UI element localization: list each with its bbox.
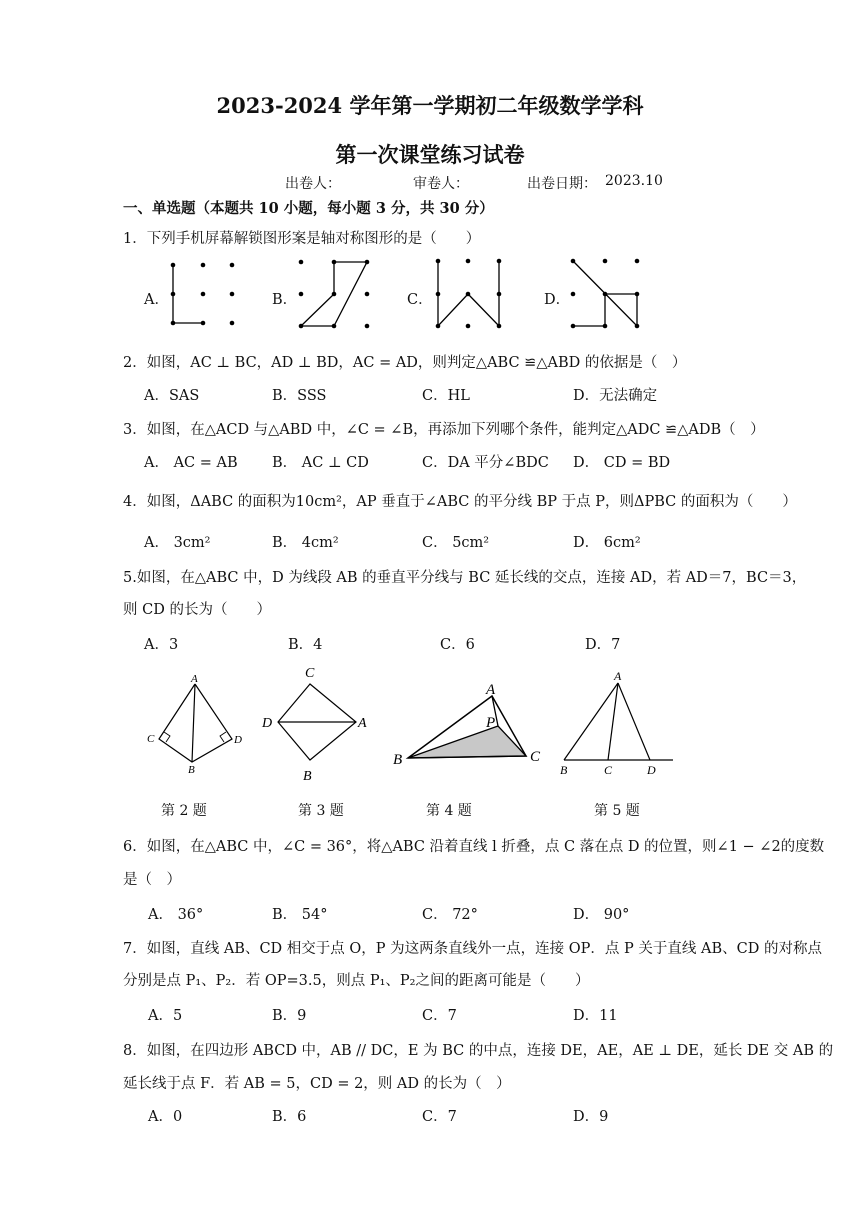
figure-q4 [388,680,553,770]
q5-option-a: A．3 [144,637,179,653]
q5-option-d: D．7 [585,637,621,653]
q7-option-d: D．11 [573,1008,618,1024]
q3-option-d: D． CD = BD [573,455,671,471]
title-line-2: 第一次课堂练习试卷 [335,142,525,167]
question-8-stem-line-1: 8．如图，在四边形 ABCD 中，AB // DC，E 为 BC 的中点，连接 DE，AE，AE ⊥ DE，延长 DE 交 AB 的 [123,1043,834,1059]
figure-q5 [556,668,681,778]
date-value: 2023.10 [605,173,663,189]
fig5-label-a: A [614,669,622,683]
title-line-1: 2023-2024 学年第一学期初二年级数学学科 [216,93,644,118]
q1-figure-a [166,258,246,333]
date-label: 出卷日期： [527,176,597,192]
fig5-label-b: B [560,763,568,777]
q7-option-c: C．7 [422,1008,457,1024]
fig2-label-d: D [234,734,242,746]
figure-q2 [140,670,250,780]
fig2-label-c: C [147,733,155,745]
q2-option-a: A．SAS [144,388,200,404]
q7-option-a: A．5 [148,1008,183,1024]
question-7-stem-line-1: 7．如图，直线 AB、CD 相交于点 O，P 为这两条直线外一点，连接 OP．点 P 关于直线 AB、CD 的对称点 [123,941,822,957]
question-1-stem: 1．下列手机屏幕解锁图形案是轴对称图形的是（ ） [123,231,481,247]
q6-option-d: D． 90° [573,907,630,923]
q1-option-c: C． [407,292,433,308]
q4-option-a: A． 3cm² [144,535,211,551]
figure-3-caption: 第 3 题 [298,803,344,819]
fig3-label-c: C [305,666,315,681]
q2-option-d: D．无法确定 [573,388,658,404]
question-6-stem-line-1: 6．如图，在△ABC 中，∠C = 36°，将△ABC 沿着直线 l 折叠，点 C 落在点 D 的位置，则∠1 − ∠2的度数 [123,839,825,855]
figure-5-caption: 第 5 题 [594,803,640,819]
q1-figure-d [566,254,646,332]
question-5-stem-line-2: 则 CD 的长为（ ） [123,602,271,618]
q3-option-b: B． AC ⊥ CD [272,455,369,471]
fig3-label-a: A [358,716,367,731]
q1-option-a: A． [144,292,169,308]
question-8-stem-line-2: 延长线于点 F．若 AB = 5，CD = 2，则 AD 的长为（ ） [123,1076,511,1092]
reviewer-label: 审卷人： [413,176,469,192]
q8-option-d: D．9 [573,1109,609,1125]
section-heading: 一、单选题（本题共 10 小题，每小题 3 分，共 30 分） [123,200,494,217]
fig4-label-c: C [530,749,541,765]
question-5-stem-line-1: 5.如图，在△ABC 中，D 为线段 AB 的垂直平分线与 BC 延长线的交点，连接 AD，若 AD＝7，BC＝3， [123,570,807,586]
q6-option-b: B． 54° [272,907,328,923]
q8-option-b: B．6 [272,1109,307,1125]
q2-option-b: B．SSS [272,388,327,404]
fig2-label-a: A [191,673,198,685]
q4-option-d: D． 6cm² [573,535,641,551]
q1-figure-b [294,252,379,332]
fig3-label-d: D [262,716,273,731]
q4-option-c: C． 5cm² [422,535,490,551]
q7-option-b: B．9 [272,1008,307,1024]
fig4-label-b: B [393,752,403,768]
question-3-stem: 3．如图，在△ACD 与△ABD 中，∠C = ∠B，再添加下列哪个条件，能判定△ADC ≌△ADB（ ） [123,422,765,438]
q8-option-c: C．7 [422,1109,457,1125]
figure-2-caption: 第 2 题 [161,803,207,819]
q6-option-a: A． 36° [148,907,204,923]
fig4-label-p: P [486,715,496,731]
q1-option-b: B． [272,292,298,308]
setter-label: 出卷人： [285,176,341,192]
fig4-label-a: A [486,682,496,698]
question-4-stem: 4．如图，ΔABC 的面积为10cm²，AP 垂直于∠ABC 的平分线 BP 于点 P，则ΔPBC 的面积为（ ） [123,494,797,510]
q5-option-b: B．4 [288,637,323,653]
q1-figure-c [431,254,511,332]
fig2-label-b: B [188,764,195,776]
fig5-label-c: C [604,763,613,777]
question-6-stem-line-2: 是（ ） [123,872,181,888]
q5-option-c: C．6 [440,637,475,653]
figure-q3 [258,662,367,787]
q2-option-c: C．HL [422,388,470,404]
fig5-label-d: D [647,763,656,777]
q3-option-a: A． AC = AB [144,455,238,471]
q8-option-a: A．0 [148,1109,183,1125]
q4-option-b: B． 4cm² [272,535,339,551]
q1-option-d: D． [544,292,571,308]
fig3-label-b: B [303,769,312,784]
question-7-stem-line-2: 分别是点 P₁、P₂．若 OP=3.5，则点 P₁、P₂之间的距离可能是（ ） [123,973,590,989]
figure-4-caption: 第 4 题 [426,803,472,819]
q3-option-c: C．DA 平分∠BDC [422,455,549,471]
q6-option-c: C． 72° [422,907,478,923]
question-2-stem: 2．如图，AC ⊥ BC，AD ⊥ BD，AC = AD，则判定△ABC ≌△ABD 的依据是（ ） [123,355,687,371]
